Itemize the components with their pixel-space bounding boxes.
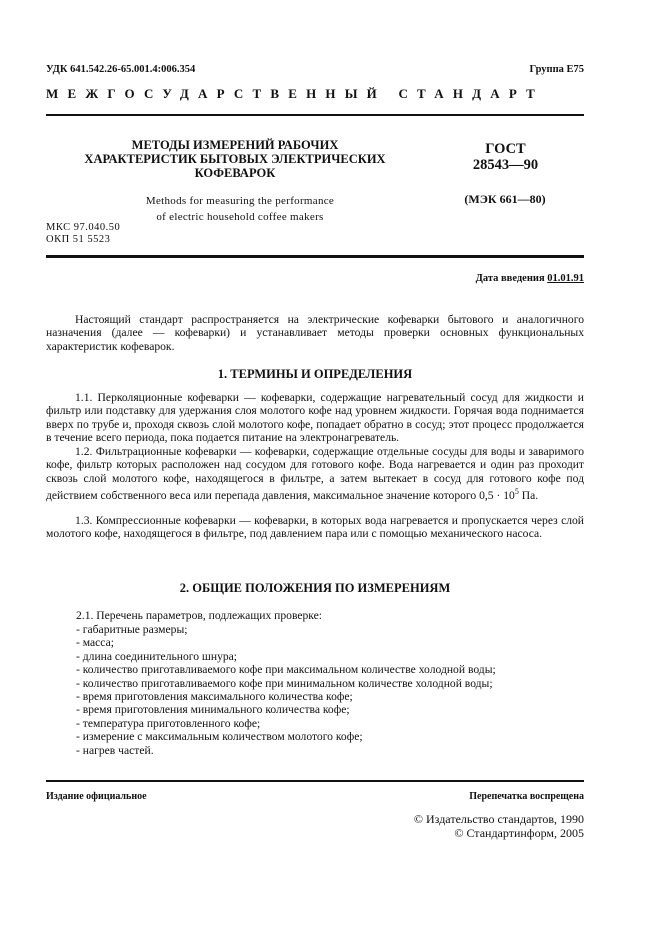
classification-codes (46, 222, 120, 246)
title-line: МЕТОДЫ ИЗМЕРЕНИЙ РАБОЧИХ (131, 138, 339, 152)
list-item: - длина соединительного шнура; (76, 649, 238, 663)
footer-rule (46, 780, 584, 782)
okp-code: ОКП 51 5523 (46, 234, 111, 245)
list-item: - габаритные размеры; (76, 623, 188, 636)
paragraph-1-2-unit: Па. (518, 489, 539, 503)
edition-note: Издание официальное (46, 791, 147, 802)
gost-designation (448, 141, 563, 173)
iec-reference: (МЭК 661—80) (464, 192, 546, 206)
mks-code: МКС 97.040.50 (46, 222, 121, 233)
copyright-line: © Стандартинформ, 2005 (454, 826, 584, 840)
title-line: ХАРАКТЕРИСТИК БЫТОВЫХ ЭЛЕКТРИЧЕСКИХ (84, 152, 386, 166)
group-code: Группа E75 (529, 64, 584, 75)
gost-number: 28543—90 (472, 157, 539, 173)
list-item: - время приготовления минимального количества кофе; (76, 703, 350, 717)
list-item: - количество приготавливаемого кофе при минимальном количестве холодной воды; (76, 676, 493, 690)
title-bottom-rule (46, 255, 584, 258)
english-title (90, 193, 390, 225)
udk-code: УДК 641.542.26-65.001.4:006.354 (46, 64, 196, 75)
list-item: - масса; (76, 636, 114, 650)
document-title (60, 138, 410, 180)
gost-label: ГОСТ (485, 141, 526, 157)
section-2-heading: 2. ОБЩИЕ ПОЛОЖЕНИЯ ПО ИЗМЕРЕНИЯМ (179, 581, 451, 595)
list-item: - время приготовления максимального количества кофе; (76, 690, 353, 704)
paragraph-1-1: 1.1. Перколяционные кофеварки — кофеварки, содержащие нагревательный сосуд для жидкости и фильтр или подставку для удержания слоя молотого кофе над уровнем жидкости. Горячая вода поднимается вверх по трубе и, проходя сквозь слой молотого кофе, попадает обратно в сосуд; этот процесс продолжается в течение всего периода, пока подается питание на электронагреватель. (46, 391, 584, 445)
list-item: - нагрев частей. (76, 743, 154, 757)
copyright-line: © Издательство стандартов, 1990 (413, 812, 584, 826)
intro-paragraph: Настоящий стандарт распространяется на электрические кофеварки бытового и аналогичного назначения (далее — кофеварки) и устанавливает методы проверки основных функциональных характеристик кофеварок. (46, 313, 584, 353)
title-line: КОФЕВАРОК (194, 166, 276, 180)
paragraph-1-2 (46, 445, 584, 502)
english-title-line: Methods for measuring the performance (145, 195, 335, 207)
introduction-date (476, 273, 584, 284)
reprint-note: Перепечатка воспрещена (469, 791, 584, 802)
copyright-block (414, 812, 584, 840)
paragraph-1-2-text: 1.2. Фильтрационные кофеварки — кофеварки, содержащие отдельные сосуды для воды и заваримого кофе, фильтр которых расположен над сосудом для готового кофе. Вода нагревается и один раз проходит сквозь слой молотого кофе, находящегося в фильтре, а затем вытекает в сосуд для готового кофе под действием собственного веса или перепада давления, максимальное значение которого 0,5 · 10 (46, 445, 584, 503)
pressure-exponent: 5 (514, 487, 519, 497)
section-1-heading: 1. ТЕРМИНЫ И ОПРЕДЕЛЕНИЯ (217, 367, 413, 381)
parameter-list (76, 623, 496, 757)
standard-banner: МЕЖГОСУДАРСТВЕННЫЙ СТАНДАРТ (46, 86, 545, 101)
list-item: - температура приготовленного кофе; (76, 716, 261, 730)
paragraph-2-1: 2.1. Перечень параметров, подлежащих проверке: (76, 609, 323, 622)
introduction-date-label: Дата введения (475, 273, 548, 284)
paragraph-1-3: 1.3. Компрессионные кофеварки — кофеварки, в которых вода нагревается и пропускается через слой молотого кофе, находящегося в фильтре, под давлением пара или с помощью механического насоса. (46, 514, 584, 541)
introduction-date-value: 01.01.91 (547, 273, 584, 284)
top-rule (46, 114, 584, 116)
list-item: - количество приготавливаемого кофе при максимальном количестве холодной воды; (76, 663, 496, 677)
list-item: - измерение с максимальным количеством молотого кофе; (76, 730, 363, 744)
english-title-line: of electric household coffee makers (156, 211, 324, 223)
